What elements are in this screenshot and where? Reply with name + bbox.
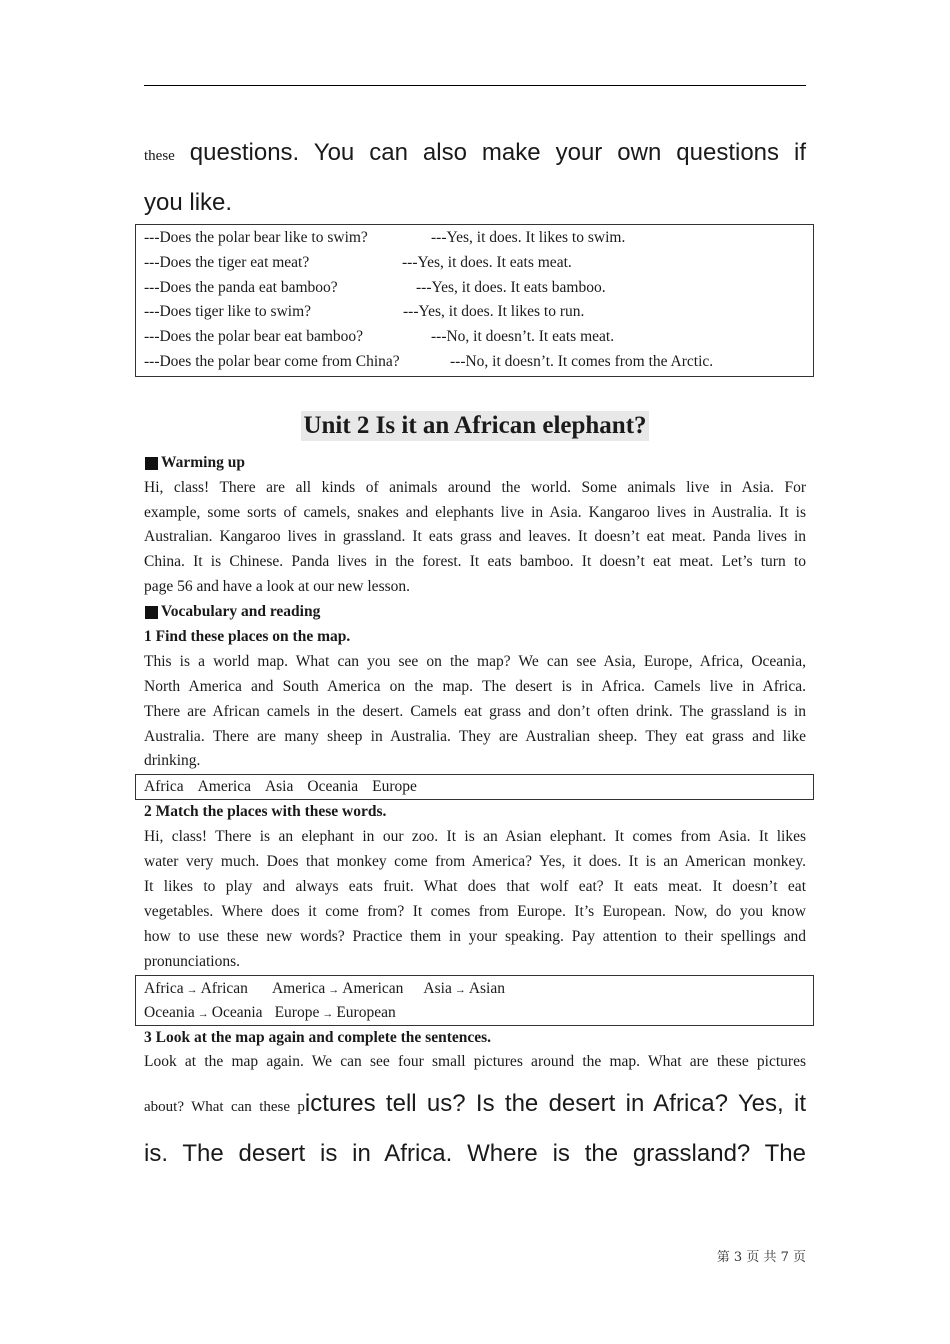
qa-answer: ---Yes, it does. It eats meat. (402, 253, 572, 271)
qa-question: ---Does the tiger eat meat? (144, 253, 310, 271)
paragraph-line: Hi, class! There are all kinds of animals around the world. Some animals live in Asia. For (144, 478, 806, 496)
qa-answer: ---Yes, it does. It likes to swim. (431, 229, 626, 246)
small-text: about? What can these p (144, 1099, 305, 1116)
qa-row (144, 350, 805, 375)
intro-small-text: these (144, 148, 175, 164)
word: Oceania (211, 1003, 263, 1021)
qa-row (144, 276, 805, 301)
paragraph-line: vegetables. Where does it come from? It comes from Europe. It’s European. Now, do you know (144, 902, 806, 920)
paragraph-line: drinking. (144, 752, 201, 770)
paragraph-line: how to use these new words? Practice them in your speaking. Pay attention to their spellings and (144, 927, 806, 945)
word: America (197, 778, 251, 796)
intro-large-text: you like. (144, 189, 233, 216)
qa-row (144, 251, 805, 276)
word: Oceania (307, 778, 359, 796)
page-content (144, 128, 806, 1179)
word-row (144, 775, 805, 799)
section-heading (144, 451, 806, 476)
word: European (336, 1003, 396, 1021)
intro-line-1 (144, 128, 806, 178)
word: Africa (144, 979, 184, 997)
word: America (271, 979, 326, 997)
section-heading-text: Vocabulary and reading (161, 603, 321, 621)
square-bullet-icon (145, 457, 158, 470)
mixed-size-line (144, 1129, 806, 1179)
square-bullet-icon (145, 606, 158, 619)
exercise-title: 2 Match the places with these words. (144, 803, 387, 821)
page-footer: 第 3 页 共 7 页 (716, 1250, 806, 1265)
large-text: is. The desert is in Africa. Where is the grassland? The (144, 1140, 806, 1168)
qa-answer: ---No, it doesn’t. It comes from the Arctic. (450, 352, 714, 370)
word: Europe (372, 778, 417, 796)
word-box (135, 774, 814, 800)
qa-answer: ---Yes, it does. It eats bamboo. (416, 278, 606, 296)
qa-question: ---Does the polar bear come from China? (144, 352, 400, 370)
arrow-icon: → (322, 1007, 334, 1020)
paragraph-line: Hi, class! There is an elephant in our zoo. It is an Asian elephant. It comes from Asia. It likes (144, 828, 806, 846)
section-heading-text: Warming up (161, 453, 245, 471)
large-text: ictures tell us? Is the desert in Africa? Yes, it (304, 1090, 806, 1118)
unit-title: Unit 2 Is it an African elephant? (303, 411, 647, 439)
qa-question: ---Does the polar bear like to swim? (144, 229, 368, 246)
word-pairs-box (135, 975, 814, 1026)
paragraph-line: China. It is Chinese. Panda lives in the forest. It eats bamboo. It doesn’t eat meat. Let’s turn to (144, 553, 806, 571)
qa-question: ---Does the panda eat bamboo? (144, 278, 338, 296)
word: Africa (144, 778, 184, 796)
paragraph-line: page 56 and have a look at our new lesson. (144, 578, 411, 596)
section-heading (144, 600, 806, 625)
paragraph-line: pronunciations. (144, 952, 240, 970)
unit-title-wrap (144, 411, 806, 451)
qa-answer: ---No, it doesn’t. It eats meat. (431, 328, 615, 346)
word: Oceania (144, 1003, 195, 1021)
paragraph-line: Look at the map again. We can see four small pictures around the map. What are these pictures (144, 1053, 806, 1071)
intro-large-text: questions. You can also make your own questions if (174, 139, 806, 166)
qa-row (144, 325, 805, 350)
intro-line-2 (144, 178, 806, 228)
word: American (342, 979, 404, 997)
paragraph-line: Australia. There are many sheep in Australia. They are Australian sheep. They eat grass and like (144, 727, 806, 745)
arrow-icon: → (186, 983, 198, 996)
qa-box (135, 224, 814, 377)
paragraph-line: Australian. Kangaroo lives in grassland. It eats grass and leaves. It doesn’t eat meat. Panda lives in (144, 528, 806, 546)
qa-question: ---Does tiger like to swim? (144, 303, 312, 321)
word: African (200, 979, 248, 997)
paragraph-line: There are African camels in the desert. Camels eat grass and don’t often drink. The grassland is in (144, 702, 806, 720)
mixed-size-line (144, 1079, 806, 1129)
qa-question: ---Does the polar bear eat bamboo? (144, 328, 364, 346)
word-pairs-row (144, 1001, 805, 1025)
paragraph-line: This is a world map. What can you see on the map? We can see Asia, Europe, Africa, Oceania, (144, 652, 806, 670)
paragraph-line: water very much. Does that monkey come from America? Yes, it does. It is an American monkey. (144, 853, 806, 871)
word: Europe (274, 1003, 320, 1021)
word: Asia (264, 778, 294, 796)
arrow-icon: → (454, 983, 466, 996)
word-pairs-row (144, 977, 805, 1001)
word: Asian (468, 979, 505, 997)
paragraph-line: It likes to play and always eats fruit. What does that wolf eat? It eats meat. It doesn’t eat (144, 878, 806, 896)
exercise-title: 3 Look at the map again and complete the sentences. (144, 1028, 492, 1046)
paragraph-line: example, some sorts of camels, snakes and elephants live in Asia. Kangaroo lives in Australia. It is (144, 503, 806, 521)
qa-row (144, 300, 805, 325)
arrow-icon: → (328, 983, 340, 996)
qa-row (144, 226, 805, 251)
exercise-title: 1 Find these places on the map. (144, 628, 351, 646)
arrow-icon: → (197, 1007, 209, 1020)
qa-answer: ---Yes, it does. It likes to run. (403, 303, 585, 321)
header-rule (144, 85, 806, 86)
paragraph-line: North America and South America on the map. The desert is in Africa. Camels live in Africa. (144, 677, 806, 695)
word: Asia (423, 979, 452, 997)
